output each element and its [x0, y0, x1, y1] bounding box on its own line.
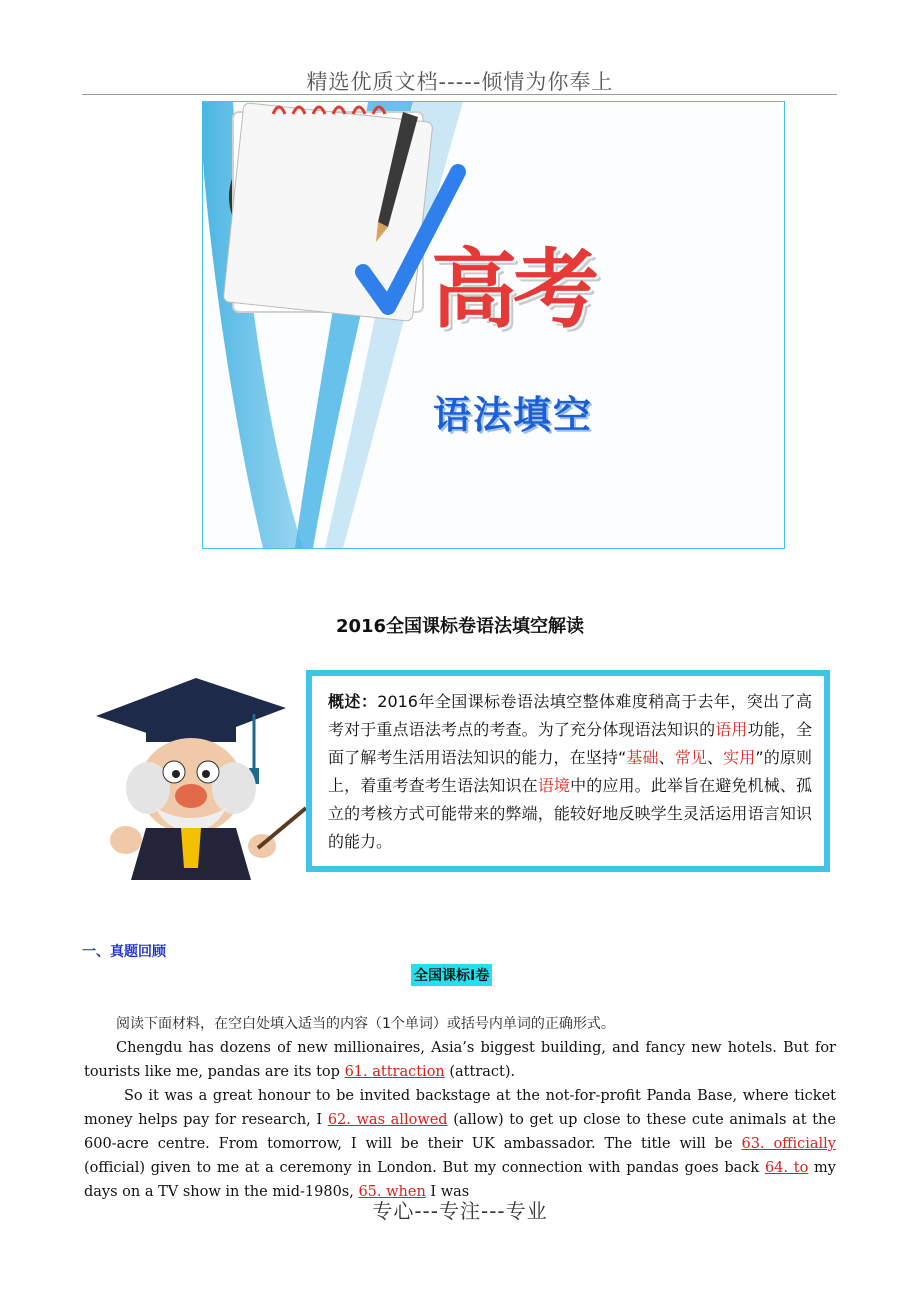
overview-highlight-yujing: 语境: [537, 776, 571, 795]
page-header-text: 精选优质文档-----倾情为你奉上: [306, 70, 614, 94]
answer-61: 61. attraction: [344, 1064, 445, 1080]
p1-text-a: Chengdu has dozens of new millionaires, Asia’s biggest building, and fancy new hotels. But for tourists like me, pandas are its top: [84, 1040, 836, 1080]
overview-label: 概述：: [328, 692, 378, 711]
cover-banner: [202, 101, 785, 549]
paper-tag: 全国课标Ⅰ卷: [411, 964, 492, 986]
passage-body: [84, 1012, 836, 1204]
section-heading: 一、真题回顾: [82, 944, 166, 960]
answer-62: 62. was allowed: [327, 1112, 448, 1128]
p2-text-a: So it was a great honour to be invited backstage at the not-for-profit Panda Base, where ticket money helps pay for research, I: [84, 1088, 836, 1128]
overview-highlight-yuyong: 语用: [715, 720, 748, 739]
document-title: 2016全国课标卷语法填空解读: [335, 616, 585, 637]
answer-63: 63. officially: [741, 1136, 836, 1152]
answer-64: 64. to: [764, 1160, 809, 1176]
overview-text-3: 、: [658, 748, 675, 767]
p2-text-c: (official) given to me at a ceremony in London. But my connection with pandas goes back: [84, 1160, 765, 1176]
overview-box: [306, 670, 830, 872]
overview-text-4: 、: [707, 748, 724, 767]
overview-text-6: 中的应用。此举旨在避免机械、孤立的考核方式可能带来的弊端，能较好地反映学生灵活运用语言知识的能力。: [328, 776, 812, 851]
p2-text-d: my days on a TV show in the mid-1980s,: [84, 1160, 836, 1200]
professor-cartoon: [86, 668, 308, 880]
p2-text-e: I was: [425, 1184, 470, 1200]
overview-text-1: 2016年全国课标卷语法填空整体难度稍高于去年，突出了高考对于重点语法考点的考查。为了充分体现语法知识的: [328, 692, 812, 739]
banner-subtitle: 语法填空: [433, 393, 594, 437]
overview-highlight-jichu: 基础: [626, 748, 659, 767]
page-footer-text: 专心---专注---专业: [372, 1199, 548, 1223]
passage-paragraph-1: [84, 1036, 836, 1084]
overview-highlight-shiyong: 实用: [723, 748, 756, 767]
answer-65: 65. when: [358, 1184, 426, 1200]
p1-text-b: (attract).: [444, 1064, 516, 1080]
overview-highlight-changjian: 常见: [674, 748, 707, 767]
overview-text-5: ”的原则上，着重考查考生语法知识在: [328, 748, 812, 795]
p2-text-b: (allow) to get up close to these cute animals at the 600-acre centre. From tomorrow, I will be their UK ambassador. The title will be: [84, 1112, 836, 1152]
banner-title-gaokao: 高考: [431, 240, 595, 340]
header-divider: [82, 94, 837, 95]
passage-paragraph-2: [84, 1084, 836, 1204]
overview-text-2: 功能，全面了解考生活用语法知识的能力，在坚持“: [328, 720, 812, 767]
instruction-text: 阅读下面材料，在空白处填入适当的内容（1个单词）或括号内单词的正确形式。: [116, 1016, 615, 1032]
